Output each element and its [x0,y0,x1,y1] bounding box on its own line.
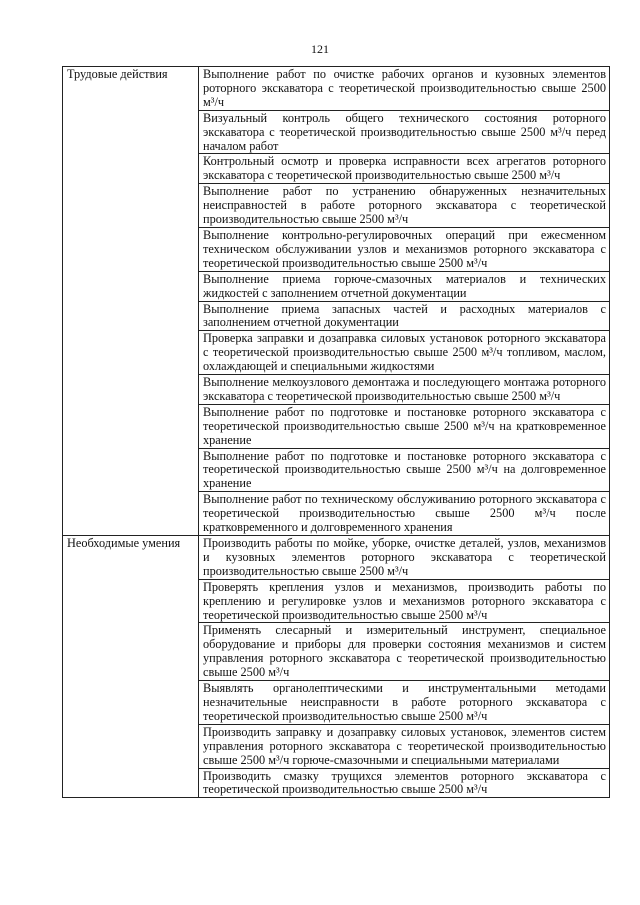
table-row [63,67,610,111]
requirement-item: Выполнение контрольно-регулировочных операций при ежесменном техническом обслуживании узлов и механизмов роторного экскаватора с теоретической производительностью свыше 2500 м³/ч [199,227,610,271]
requirement-item: Производить работы по мойке, уборке, очистке деталей, узлов, механизмов и кузовных элементов роторного экскаватора с теоретической производительностью свыше 2500 м³/ч [199,536,610,580]
requirement-item: Проверять крепления узлов и механизмов, производить работы по креплению и регулировке узлов и механизмов роторного экскаватора с теоретической производительностью свыше 2500 м³/ч [199,579,610,623]
requirements-table [62,66,610,798]
requirement-item: Выполнение приема горюче-смазочных материалов и технических жидкостей с заполнением отчетной документации [199,271,610,301]
requirement-item: Контрольный осмотр и проверка исправности всех агрегатов роторного экскаватора с теоретической производительностью свыше 2500 м³/ч [199,154,610,184]
requirement-item: Выполнение мелкоузлового демонтажа и последующего монтажа роторного экскаватора с теоретической производительностью свыше 2500 м³/ч [199,375,610,405]
requirement-item: Визуальный контроль общего технического состояния роторного экскаватора с теоретической производительностью свыше 2500 м³/ч перед началом работ [199,110,610,154]
requirement-item: Выполнение приема запасных частей и расходных материалов с заполнением отчетной документации [199,301,610,331]
section-label: Трудовые действия [63,67,199,536]
page-number: 121 [311,42,329,56]
requirement-item: Применять слесарный и измерительный инструмент, специальное оборудование и приборы для проверки состояния механизмов и систем управления роторного экскаватора с теоретической производительностью свыше 2500 м³/ч [199,623,610,681]
requirement-item: Выявлять органолептическими и инструментальными методами незначительные неисправности в работе роторного экскаватора с теоретической производительностью свыше 2500 м³/ч [199,681,610,725]
requirement-item: Выполнение работ по устранению обнаруженных незначительных неисправностей в работе роторного экскаватора с теоретической производительностью свыше 2500 м³/ч [199,184,610,228]
requirement-item: Выполнение работ по подготовке и постановке роторного экскаватора с теоретической производительностью свыше 2500 м³/ч на кратковременное хранение [199,404,610,448]
requirement-item: Производить смазку трущихся элементов роторного экскаватора с теоретической производительностью свыше 2500 м³/ч [199,768,610,798]
section-label: Необходимые умения [63,536,199,798]
requirement-item: Производить заправку и дозаправку силовых установок, элементов систем управления роторного экскаватора с теоретической производительностью свыше 2500 м³/ч горюче-смазочными и специальными материалами [199,724,610,768]
requirements-table-body [63,67,610,798]
requirement-item: Выполнение работ по очистке рабочих органов и кузовных элементов роторного экскаватора с теоретической производительностью свыше 2500 м³/ч [199,67,610,111]
table-row [63,536,610,580]
requirement-item: Выполнение работ по техническому обслуживанию роторного экскаватора с теоретической производительностью свыше 2500 м³/ч после кратковременного и долговременного хранения [199,492,610,536]
requirement-item: Проверка заправки и дозаправка силовых установок роторного экскаватора с теоретической производительностью свыше 2500 м³/ч топливом, маслом, охлаждающей и специальными жидкостями [199,331,610,375]
requirement-item: Выполнение работ по подготовке и постановке роторного экскаватора с теоретической производительностью свыше 2500 м³/ч на долговременное хранение [199,448,610,492]
